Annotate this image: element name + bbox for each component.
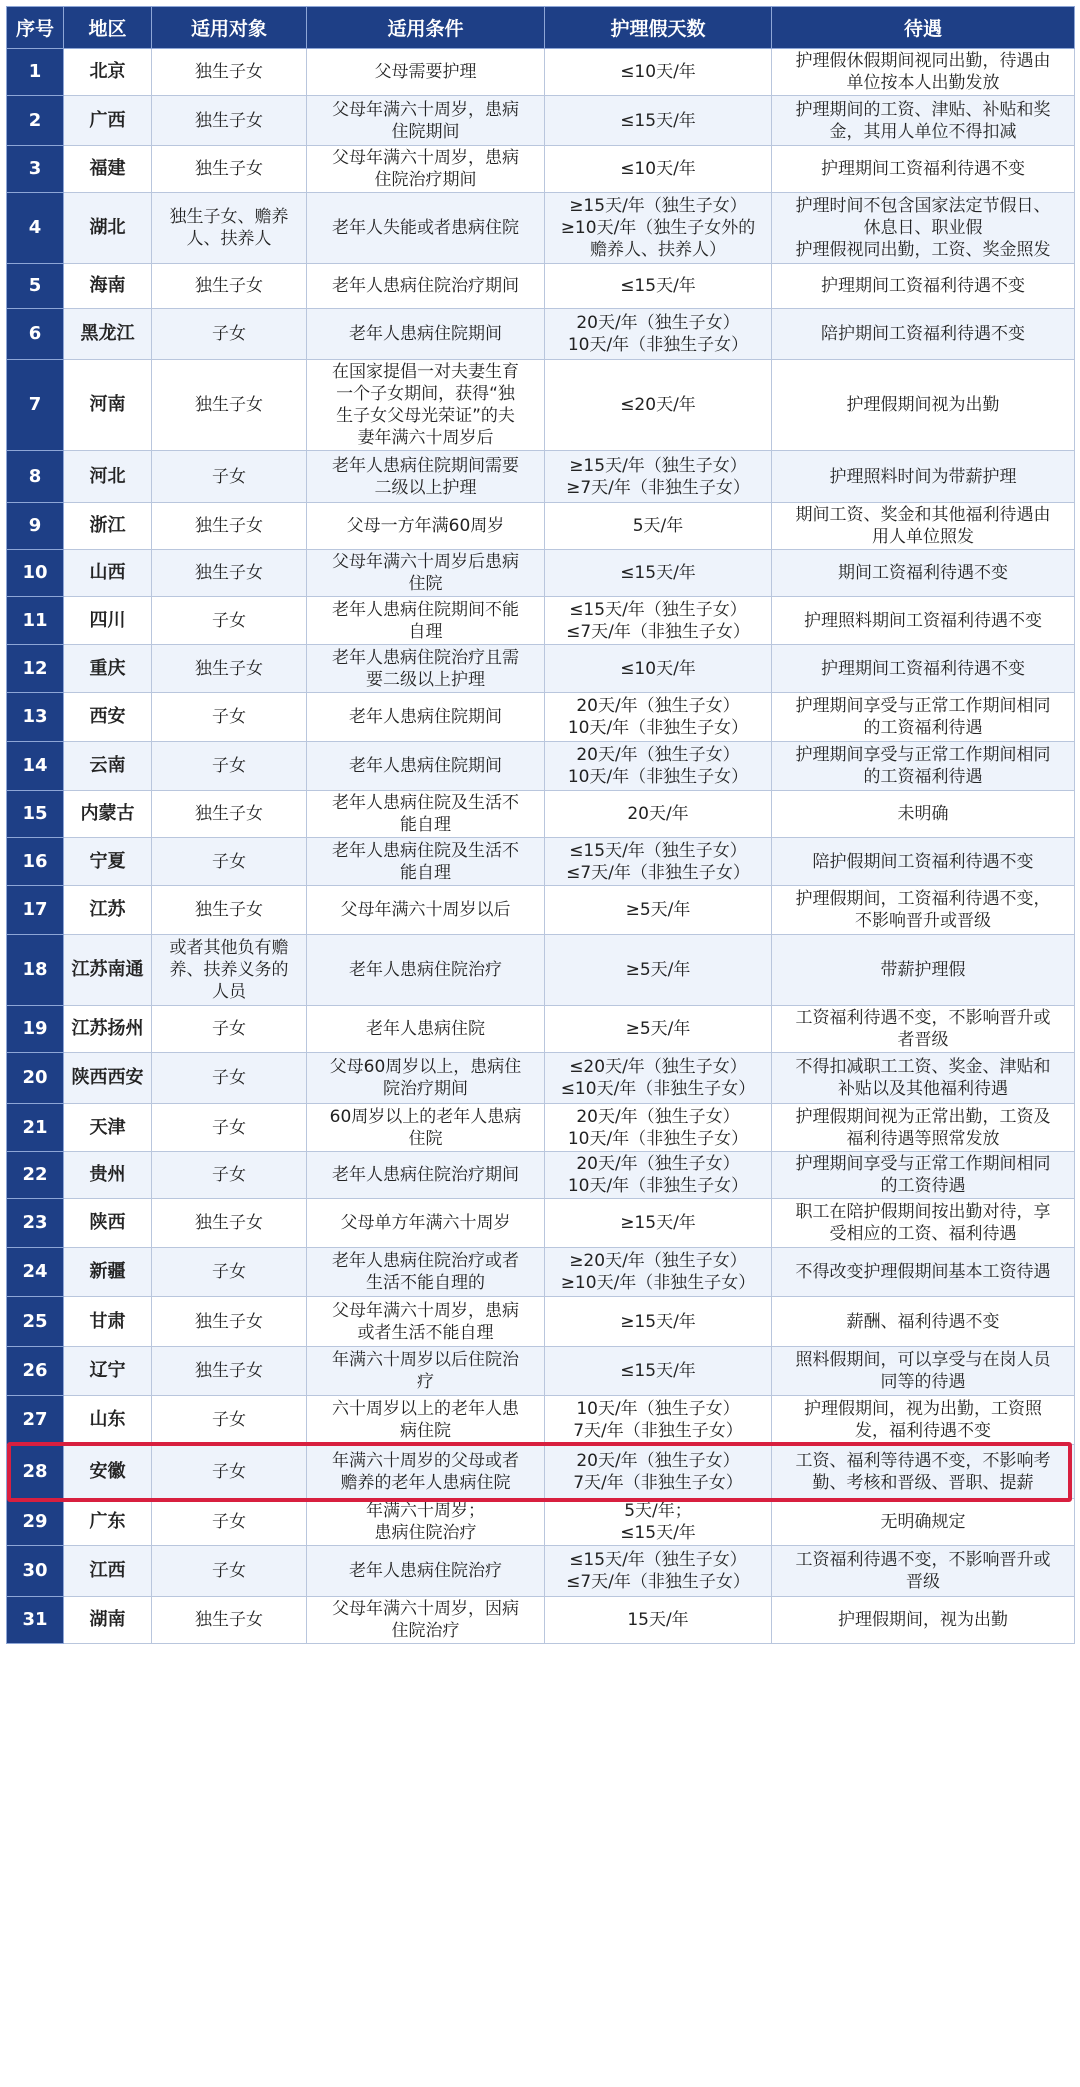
cell-region: 山西 bbox=[64, 550, 152, 597]
cell-target: 子女 bbox=[152, 1445, 307, 1499]
cell-target: 子女 bbox=[152, 1546, 307, 1597]
cell-days: ≥5天/年 bbox=[545, 935, 772, 1006]
cell-days: ≤10天/年 bbox=[545, 49, 772, 96]
cell-treatment: 不得扣减职工工资、奖金、津贴和 补贴以及其他福利待遇 bbox=[772, 1053, 1075, 1104]
cell-condition: 年满六十周岁； 患病住院治疗 bbox=[307, 1499, 545, 1546]
cell-days: ≥15天/年 bbox=[545, 1297, 772, 1347]
cell-target: 独生子女 bbox=[152, 886, 307, 935]
cell-region: 内蒙古 bbox=[64, 791, 152, 838]
cell-target: 独生子女 bbox=[152, 1297, 307, 1347]
cell-condition: 老年人患病住院期间 bbox=[307, 309, 545, 360]
cell-region: 陕西 bbox=[64, 1199, 152, 1248]
cell-region: 贵州 bbox=[64, 1152, 152, 1199]
cell-no: 25 bbox=[7, 1297, 64, 1347]
table-row bbox=[7, 1297, 1075, 1347]
cell-condition: 父母年满六十周岁以后 bbox=[307, 886, 545, 935]
cell-condition: 老年人患病住院治疗或者 生活不能自理的 bbox=[307, 1248, 545, 1297]
cell-no: 4 bbox=[7, 193, 64, 264]
cell-target: 子女 bbox=[152, 1499, 307, 1546]
cell-region: 湖北 bbox=[64, 193, 152, 264]
cell-region: 江西 bbox=[64, 1546, 152, 1597]
cell-region: 四川 bbox=[64, 597, 152, 645]
cell-days: ≤15天/年（独生子女） ≤7天/年（非独生子女） bbox=[545, 597, 772, 645]
cell-target: 子女 bbox=[152, 1396, 307, 1445]
cell-condition: 年满六十周岁的父母或者 赡养的老年人患病住院 bbox=[307, 1445, 545, 1499]
cell-treatment: 护理期间享受与正常工作期间相同 的工资待遇 bbox=[772, 1152, 1075, 1199]
table-row bbox=[7, 838, 1075, 886]
table-row bbox=[7, 1546, 1075, 1597]
cell-days: 20天/年（独生子女） 10天/年（非独生子女） bbox=[545, 309, 772, 360]
cell-target: 独生子女、赡养 人、扶养人 bbox=[152, 193, 307, 264]
cell-condition: 老年人患病住院期间 bbox=[307, 742, 545, 791]
cell-target: 子女 bbox=[152, 1248, 307, 1297]
cell-region: 湖南 bbox=[64, 1597, 152, 1644]
cell-condition: 父母单方年满六十周岁 bbox=[307, 1199, 545, 1248]
cell-treatment: 不得改变护理假期间基本工资待遇 bbox=[772, 1248, 1075, 1297]
cell-treatment: 护理照料时间为带薪护理 bbox=[772, 451, 1075, 503]
nursing-leave-table bbox=[6, 6, 1075, 1644]
cell-days: 20天/年（独生子女） 10天/年（非独生子女） bbox=[545, 693, 772, 742]
cell-region: 山东 bbox=[64, 1396, 152, 1445]
cell-days: 20天/年（独生子女） 10天/年（非独生子女） bbox=[545, 1152, 772, 1199]
cell-region: 海南 bbox=[64, 264, 152, 309]
cell-target: 子女 bbox=[152, 1006, 307, 1053]
table-row bbox=[7, 1396, 1075, 1445]
cell-target: 独生子女 bbox=[152, 791, 307, 838]
cell-days: ≤15天/年 bbox=[545, 264, 772, 309]
table-header bbox=[7, 7, 1075, 49]
cell-condition: 父母年满六十周岁后患病 住院 bbox=[307, 550, 545, 597]
cell-region: 安徽 bbox=[64, 1445, 152, 1499]
cell-days: 20天/年（独生子女） 10天/年（非独生子女） bbox=[545, 742, 772, 791]
cell-region: 云南 bbox=[64, 742, 152, 791]
table-row bbox=[7, 1597, 1075, 1644]
cell-days: ≥20天/年（独生子女） ≥10天/年（非独生子女） bbox=[545, 1248, 772, 1297]
table-row bbox=[7, 791, 1075, 838]
cell-condition: 老年人患病住院 bbox=[307, 1006, 545, 1053]
cell-target: 独生子女 bbox=[152, 96, 307, 146]
cell-target: 独生子女 bbox=[152, 1347, 307, 1396]
cell-region: 天津 bbox=[64, 1104, 152, 1152]
cell-no: 19 bbox=[7, 1006, 64, 1053]
cell-condition: 老年人患病住院期间不能 自理 bbox=[307, 597, 545, 645]
cell-no: 28 bbox=[7, 1445, 64, 1499]
cell-no: 22 bbox=[7, 1152, 64, 1199]
header-no: 序号 bbox=[7, 7, 64, 49]
table-row bbox=[7, 49, 1075, 96]
cell-region: 甘肃 bbox=[64, 1297, 152, 1347]
table-row bbox=[7, 597, 1075, 645]
cell-target: 独生子女 bbox=[152, 550, 307, 597]
table-row bbox=[7, 1104, 1075, 1152]
cell-no: 5 bbox=[7, 264, 64, 309]
cell-target: 子女 bbox=[152, 1053, 307, 1104]
table-row bbox=[7, 360, 1075, 451]
cell-treatment: 护理假期间，视为出勤 bbox=[772, 1597, 1075, 1644]
table-row bbox=[7, 503, 1075, 550]
cell-target: 独生子女 bbox=[152, 49, 307, 96]
header-days: 护理假天数 bbox=[545, 7, 772, 49]
cell-treatment: 工资福利待遇不变，不影响晋升或 晋级 bbox=[772, 1546, 1075, 1597]
cell-days: 15天/年 bbox=[545, 1597, 772, 1644]
cell-condition: 老年人患病住院期间 bbox=[307, 693, 545, 742]
table-body bbox=[7, 49, 1075, 1644]
cell-region: 陕西西安 bbox=[64, 1053, 152, 1104]
table-row bbox=[7, 451, 1075, 503]
cell-target: 独生子女 bbox=[152, 1199, 307, 1248]
cell-days: 20天/年 bbox=[545, 791, 772, 838]
cell-region: 广东 bbox=[64, 1499, 152, 1546]
cell-no: 26 bbox=[7, 1347, 64, 1396]
table-row bbox=[7, 550, 1075, 597]
cell-condition: 老年人患病住院及生活不 能自理 bbox=[307, 838, 545, 886]
table-row bbox=[7, 1053, 1075, 1104]
cell-target: 子女 bbox=[152, 742, 307, 791]
cell-no: 23 bbox=[7, 1199, 64, 1248]
cell-days: ≤15天/年 bbox=[545, 550, 772, 597]
cell-target: 子女 bbox=[152, 451, 307, 503]
cell-days: ≤15天/年（独生子女） ≤7天/年（非独生子女） bbox=[545, 838, 772, 886]
cell-no: 30 bbox=[7, 1546, 64, 1597]
cell-treatment: 工资、福利等待遇不变，不影响考 勤、考核和晋级、晋职、提薪 bbox=[772, 1445, 1075, 1499]
cell-condition: 老年人患病住院治疗 bbox=[307, 935, 545, 1006]
cell-target: 子女 bbox=[152, 838, 307, 886]
cell-region: 福建 bbox=[64, 146, 152, 193]
cell-no: 24 bbox=[7, 1248, 64, 1297]
cell-no: 9 bbox=[7, 503, 64, 550]
cell-region: 黑龙江 bbox=[64, 309, 152, 360]
table-row bbox=[7, 1445, 1075, 1499]
cell-target: 独生子女 bbox=[152, 503, 307, 550]
cell-target: 独生子女 bbox=[152, 645, 307, 693]
table-row bbox=[7, 1152, 1075, 1199]
cell-condition: 父母需要护理 bbox=[307, 49, 545, 96]
cell-treatment: 无明确规定 bbox=[772, 1499, 1075, 1546]
cell-condition: 老年人失能或者患病住院 bbox=[307, 193, 545, 264]
cell-no: 3 bbox=[7, 146, 64, 193]
cell-condition: 父母年满六十周岁，患病 或者生活不能自理 bbox=[307, 1297, 545, 1347]
cell-condition: 在国家提倡一对夫妻生育 一个子女期间，获得“独 生子女父母光荣证”的夫 妻年满六十周岁后 bbox=[307, 360, 545, 451]
table-row bbox=[7, 1248, 1075, 1297]
cell-treatment: 护理期间的工资、津贴、补贴和奖 金，其用人单位不得扣减 bbox=[772, 96, 1075, 146]
cell-days: 5天/年； ≤15天/年 bbox=[545, 1499, 772, 1546]
cell-region: 北京 bbox=[64, 49, 152, 96]
cell-no: 13 bbox=[7, 693, 64, 742]
cell-no: 16 bbox=[7, 838, 64, 886]
cell-no: 21 bbox=[7, 1104, 64, 1152]
cell-condition: 年满六十周岁以后住院治 疗 bbox=[307, 1347, 545, 1396]
cell-region: 江苏扬州 bbox=[64, 1006, 152, 1053]
cell-treatment: 照料假期间，可以享受与在岗人员 同等的待遇 bbox=[772, 1347, 1075, 1396]
cell-treatment: 期间工资、奖金和其他福利待遇由 用人单位照发 bbox=[772, 503, 1075, 550]
cell-no: 15 bbox=[7, 791, 64, 838]
cell-region: 河北 bbox=[64, 451, 152, 503]
cell-treatment: 护理假期间，工资福利待遇不变， 不影响晋升或晋级 bbox=[772, 886, 1075, 935]
cell-no: 8 bbox=[7, 451, 64, 503]
cell-condition: 父母60周岁以上，患病住 院治疗期间 bbox=[307, 1053, 545, 1104]
cell-no: 12 bbox=[7, 645, 64, 693]
cell-region: 江苏南通 bbox=[64, 935, 152, 1006]
cell-treatment: 护理期间工资福利待遇不变 bbox=[772, 645, 1075, 693]
cell-condition: 老年人患病住院治疗期间 bbox=[307, 264, 545, 309]
table-row bbox=[7, 1006, 1075, 1053]
cell-region: 浙江 bbox=[64, 503, 152, 550]
table-row bbox=[7, 309, 1075, 360]
cell-region: 重庆 bbox=[64, 645, 152, 693]
cell-days: ≤15天/年 bbox=[545, 96, 772, 146]
cell-days: ≤20天/年（独生子女） ≤10天/年（非独生子女） bbox=[545, 1053, 772, 1104]
cell-no: 14 bbox=[7, 742, 64, 791]
cell-treatment: 护理期间享受与正常工作期间相同 的工资福利待遇 bbox=[772, 742, 1075, 791]
cell-no: 11 bbox=[7, 597, 64, 645]
table-row bbox=[7, 693, 1075, 742]
cell-treatment: 职工在陪护假期间按出勤对待，享 受相应的工资、福利待遇 bbox=[772, 1199, 1075, 1248]
cell-days: ≤15天/年（独生子女） ≤7天/年（非独生子女） bbox=[545, 1546, 772, 1597]
cell-condition: 60周岁以上的老年人患病 住院 bbox=[307, 1104, 545, 1152]
cell-treatment: 护理假休假期间视同出勤，待遇由 单位按本人出勤发放 bbox=[772, 49, 1075, 96]
table-row bbox=[7, 935, 1075, 1006]
cell-target: 子女 bbox=[152, 597, 307, 645]
table-row bbox=[7, 886, 1075, 935]
cell-target: 子女 bbox=[152, 309, 307, 360]
header-treatment: 待遇 bbox=[772, 7, 1075, 49]
cell-no: 17 bbox=[7, 886, 64, 935]
cell-treatment: 薪酬、福利待遇不变 bbox=[772, 1297, 1075, 1347]
cell-region: 河南 bbox=[64, 360, 152, 451]
cell-condition: 父母一方年满60周岁 bbox=[307, 503, 545, 550]
cell-days: ≤10天/年 bbox=[545, 645, 772, 693]
cell-condition: 父母年满六十周岁，因病 住院治疗 bbox=[307, 1597, 545, 1644]
cell-days: ≤10天/年 bbox=[545, 146, 772, 193]
cell-days: ≥15天/年（独生子女） ≥10天/年（独生子女外的 赡养人、扶养人） bbox=[545, 193, 772, 264]
cell-no: 6 bbox=[7, 309, 64, 360]
cell-no: 20 bbox=[7, 1053, 64, 1104]
cell-no: 27 bbox=[7, 1396, 64, 1445]
table-row bbox=[7, 193, 1075, 264]
cell-days: 20天/年（独生子女） 7天/年（非独生子女） bbox=[545, 1445, 772, 1499]
cell-treatment: 护理时间不包含国家法定节假日、 休息日、职业假 护理假视同出勤，工资、奖金照发 bbox=[772, 193, 1075, 264]
cell-treatment: 护理假期间视为正常出勤，工资及 福利待遇等照常发放 bbox=[772, 1104, 1075, 1152]
cell-target: 子女 bbox=[152, 1104, 307, 1152]
cell-condition: 父母年满六十周岁，患病 住院治疗期间 bbox=[307, 146, 545, 193]
cell-days: ≥15天/年 bbox=[545, 1199, 772, 1248]
cell-condition: 老年人患病住院期间需要 二级以上护理 bbox=[307, 451, 545, 503]
table-row bbox=[7, 264, 1075, 309]
cell-no: 2 bbox=[7, 96, 64, 146]
cell-region: 新疆 bbox=[64, 1248, 152, 1297]
cell-days: ≤20天/年 bbox=[545, 360, 772, 451]
cell-treatment: 护理期间工资福利待遇不变 bbox=[772, 146, 1075, 193]
cell-condition: 老年人患病住院治疗且需 要二级以上护理 bbox=[307, 645, 545, 693]
table-row bbox=[7, 742, 1075, 791]
cell-no: 18 bbox=[7, 935, 64, 1006]
cell-condition: 老年人患病住院治疗 bbox=[307, 1546, 545, 1597]
cell-target: 或者其他负有赡 养、扶养义务的 人员 bbox=[152, 935, 307, 1006]
cell-target: 独生子女 bbox=[152, 360, 307, 451]
cell-treatment: 陪护假期间工资福利待遇不变 bbox=[772, 838, 1075, 886]
cell-treatment: 护理照料期间工资福利待遇不变 bbox=[772, 597, 1075, 645]
cell-no: 7 bbox=[7, 360, 64, 451]
cell-treatment: 期间工资福利待遇不变 bbox=[772, 550, 1075, 597]
cell-target: 独生子女 bbox=[152, 146, 307, 193]
cell-no: 10 bbox=[7, 550, 64, 597]
cell-condition: 老年人患病住院及生活不 能自理 bbox=[307, 791, 545, 838]
cell-region: 江苏 bbox=[64, 886, 152, 935]
table-row bbox=[7, 645, 1075, 693]
cell-days: ≥15天/年（独生子女） ≥7天/年（非独生子女） bbox=[545, 451, 772, 503]
cell-treatment: 护理期间工资福利待遇不变 bbox=[772, 264, 1075, 309]
cell-treatment: 护理假期间，视为出勤，工资照 发，福利待遇不变 bbox=[772, 1396, 1075, 1445]
cell-days: ≤15天/年 bbox=[545, 1347, 772, 1396]
table-row bbox=[7, 1347, 1075, 1396]
cell-condition: 六十周岁以上的老年人患 病住院 bbox=[307, 1396, 545, 1445]
table-row bbox=[7, 1499, 1075, 1546]
header-target: 适用对象 bbox=[152, 7, 307, 49]
cell-region: 西安 bbox=[64, 693, 152, 742]
cell-treatment: 未明确 bbox=[772, 791, 1075, 838]
table-row bbox=[7, 146, 1075, 193]
cell-treatment: 护理假期间视为出勤 bbox=[772, 360, 1075, 451]
cell-days: ≥5天/年 bbox=[545, 1006, 772, 1053]
table-row bbox=[7, 1199, 1075, 1248]
cell-region: 广西 bbox=[64, 96, 152, 146]
cell-no: 29 bbox=[7, 1499, 64, 1546]
cell-treatment: 带薪护理假 bbox=[772, 935, 1075, 1006]
header-region: 地区 bbox=[64, 7, 152, 49]
cell-days: 10天/年（独生子女） 7天/年（非独生子女） bbox=[545, 1396, 772, 1445]
cell-condition: 老年人患病住院治疗期间 bbox=[307, 1152, 545, 1199]
cell-treatment: 工资福利待遇不变，不影响晋升或 者晋级 bbox=[772, 1006, 1075, 1053]
cell-target: 子女 bbox=[152, 1152, 307, 1199]
cell-no: 31 bbox=[7, 1597, 64, 1644]
cell-treatment: 护理期间享受与正常工作期间相同 的工资福利待遇 bbox=[772, 693, 1075, 742]
cell-region: 辽宁 bbox=[64, 1347, 152, 1396]
cell-treatment: 陪护期间工资福利待遇不变 bbox=[772, 309, 1075, 360]
cell-days: 5天/年 bbox=[545, 503, 772, 550]
cell-days: ≥5天/年 bbox=[545, 886, 772, 935]
cell-no: 1 bbox=[7, 49, 64, 96]
table-row bbox=[7, 96, 1075, 146]
cell-condition: 父母年满六十周岁，患病 住院期间 bbox=[307, 96, 545, 146]
cell-target: 独生子女 bbox=[152, 1597, 307, 1644]
cell-region: 宁夏 bbox=[64, 838, 152, 886]
cell-days: 20天/年（独生子女） 10天/年（非独生子女） bbox=[545, 1104, 772, 1152]
header-condition: 适用条件 bbox=[307, 7, 545, 49]
cell-target: 子女 bbox=[152, 693, 307, 742]
cell-target: 独生子女 bbox=[152, 264, 307, 309]
